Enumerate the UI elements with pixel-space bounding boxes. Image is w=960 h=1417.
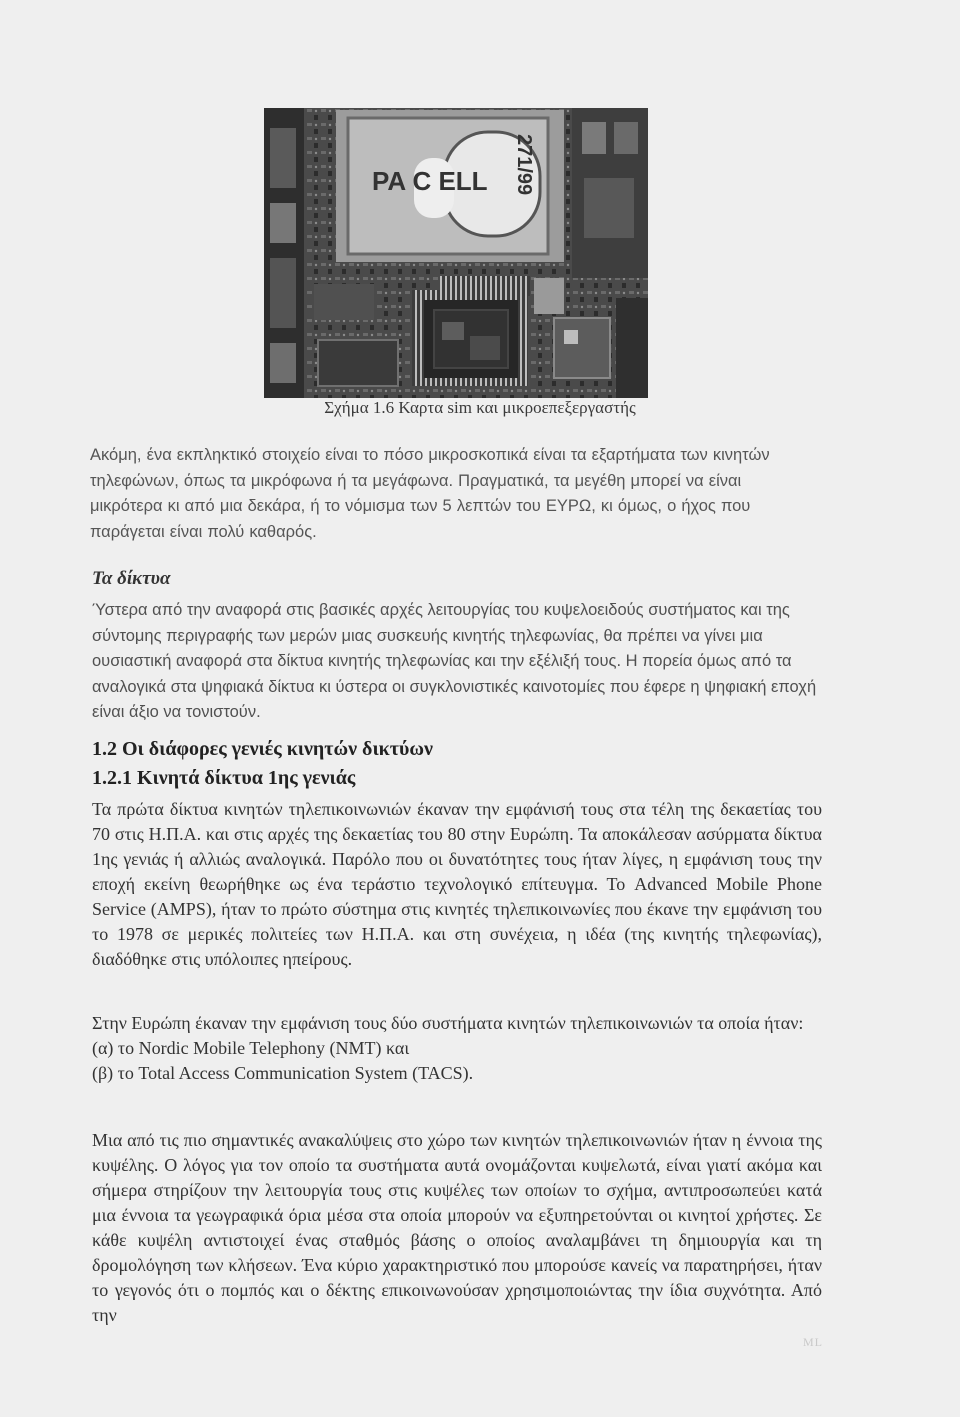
circuit-board-photo — [264, 108, 648, 398]
intro-paragraph: Ακόμη, ένα εκπληκτικό στοιχείο είναι το πόσο μικροσκοπικά είναι τα εξαρτήματα των κινητών τηλεφώνων, όπως τα μικρόφωνα ή τα μεγάφωνα. Πραγματικά, τα μεγέθη μπορεί να είναι μικρότερα κι από μια δεκάρα, ή το νόμισμα των 5 λεπτών του ΕΥΡΩ, κι όμως, ο ήχος που παράγεται είναι πολύ καθαρός. — [90, 446, 770, 541]
europe-systems-intro: Στην Ευρώπη έκαναν την εμφάνιση τους δύο συστήματα κινητών τηλεπικοινωνιών τα οποία ήταν: — [92, 1013, 804, 1033]
heading-generations: 1.2 Οι διάφορες γενιές κινητών δικτύων — [92, 738, 433, 760]
page-number: ML — [803, 1335, 823, 1349]
sim-label: PA C ELL — [372, 166, 488, 196]
europe-systems-paragraph — [92, 1011, 822, 1086]
list-item-nmt: (α) το Nordic Mobile Telephony (NMT) και — [92, 1038, 410, 1058]
figure-caption: Σχήμα 1.6 Καρτα sim και μικροεπεξεργαστής — [324, 398, 636, 417]
section-title: Τα δίκτυα — [92, 568, 171, 589]
first-generation-paragraph: Τα πρώτα δίκτυα κινητών τηλεπικοινωνιών έκαναν την εμφάνισή τους στα τέλη της δεκαετίας του 70 στις Η.Π.Α. και στις αρχές της δεκαετίας του 80 στην Ευρώπη. Τα αποκάλεσαν ασύρματα δίκτυα 1ης γενιάς ή αλλιώς αναλογικά. Παρόλο που οι δυνατότητες τους ήταν λίγες, η εμφάνιση τους την εποχή εκείνη θεωρήθηκε ως ένα τεράστιο τεχνολογικό επίτευγμα. Το Advanced Mobile Phone Service (AMPS), ήταν το πρώτο σύστημα στις κινητές τηλεπικοινωνίες που έκανε την εμφάνιση του το 1978 σε μερικές πολιτείες των Η.Π.Α. και στη συνέχεια, η ιδέα (της κινητής τηλεφωνίας), διαδόθηκε στις υπόλοιπες ηπείρους. — [92, 799, 822, 969]
list-item-tacs: (β) το Total Access Communication System (TACS). — [92, 1063, 474, 1083]
section-paragraph: Ύστερα από την αναφορά στις βασικές αρχές λειτουργίας του κυψελοειδούς συστήματος και της σύντομης περιγραφής των μερών μιας συσκευής κινητής τηλεφωνίας, θα πρέπει να γίνει μια ουσιαστική αναφορά στα δίκτυα κινητής τηλεφωνίας και την εξέλιξή τους. Η πορεία όμως από τα αναλογικά στα ψηφιακά δίκτυα κι ύστερα οι συγκλονιστικές καινοτομίες που έφερε η ψηφιακή εποχή είναι άξιο να τονιστούν. — [92, 601, 817, 721]
circuit-board-icon — [264, 108, 648, 398]
cell-concept-paragraph: Μια από τις πιο σημαντικές ανακαλύψεις στο χώρο των κινητών τηλεπικοινωνιών ήταν η έννοια της κυψέλης. Ο λόγος για τον οποίο τα συστήματα αυτά ονομάζονται κυψελωτά, είναι γιατί ακόμα και σήμερα στηρίζουν την λειτουργία τους στις κυψέλες των οποίων το σχήμα, αντιπροσωπεύει κατά μια έννοια τα γεωγραφικά όρια μέσα στα οποία μπορούν να εξυπηρετούνται οι κινητοί χρήστες. Σε κάθε κυψέλη αντιστοιχεί ένας σταθμός βάσης ο οποίος αναλαμβάνει τη δημιουργία και τη δρομολόγηση των κλήσεων. Ένα κύριο χαρακτηριστικό που μπορούσε κανείς να παρατηρήσει, ήταν το γεγονός ότι ο πομπός και ο δέκτης επικοινωνούσαν χρησιμοποιώντας την ίδια συχνότητα. Από την — [92, 1130, 822, 1325]
heading-first-generation: 1.2.1 Κινητά δίκτυα 1ης γενιάς — [92, 767, 356, 789]
sim-number: 271/99 — [513, 134, 535, 196]
